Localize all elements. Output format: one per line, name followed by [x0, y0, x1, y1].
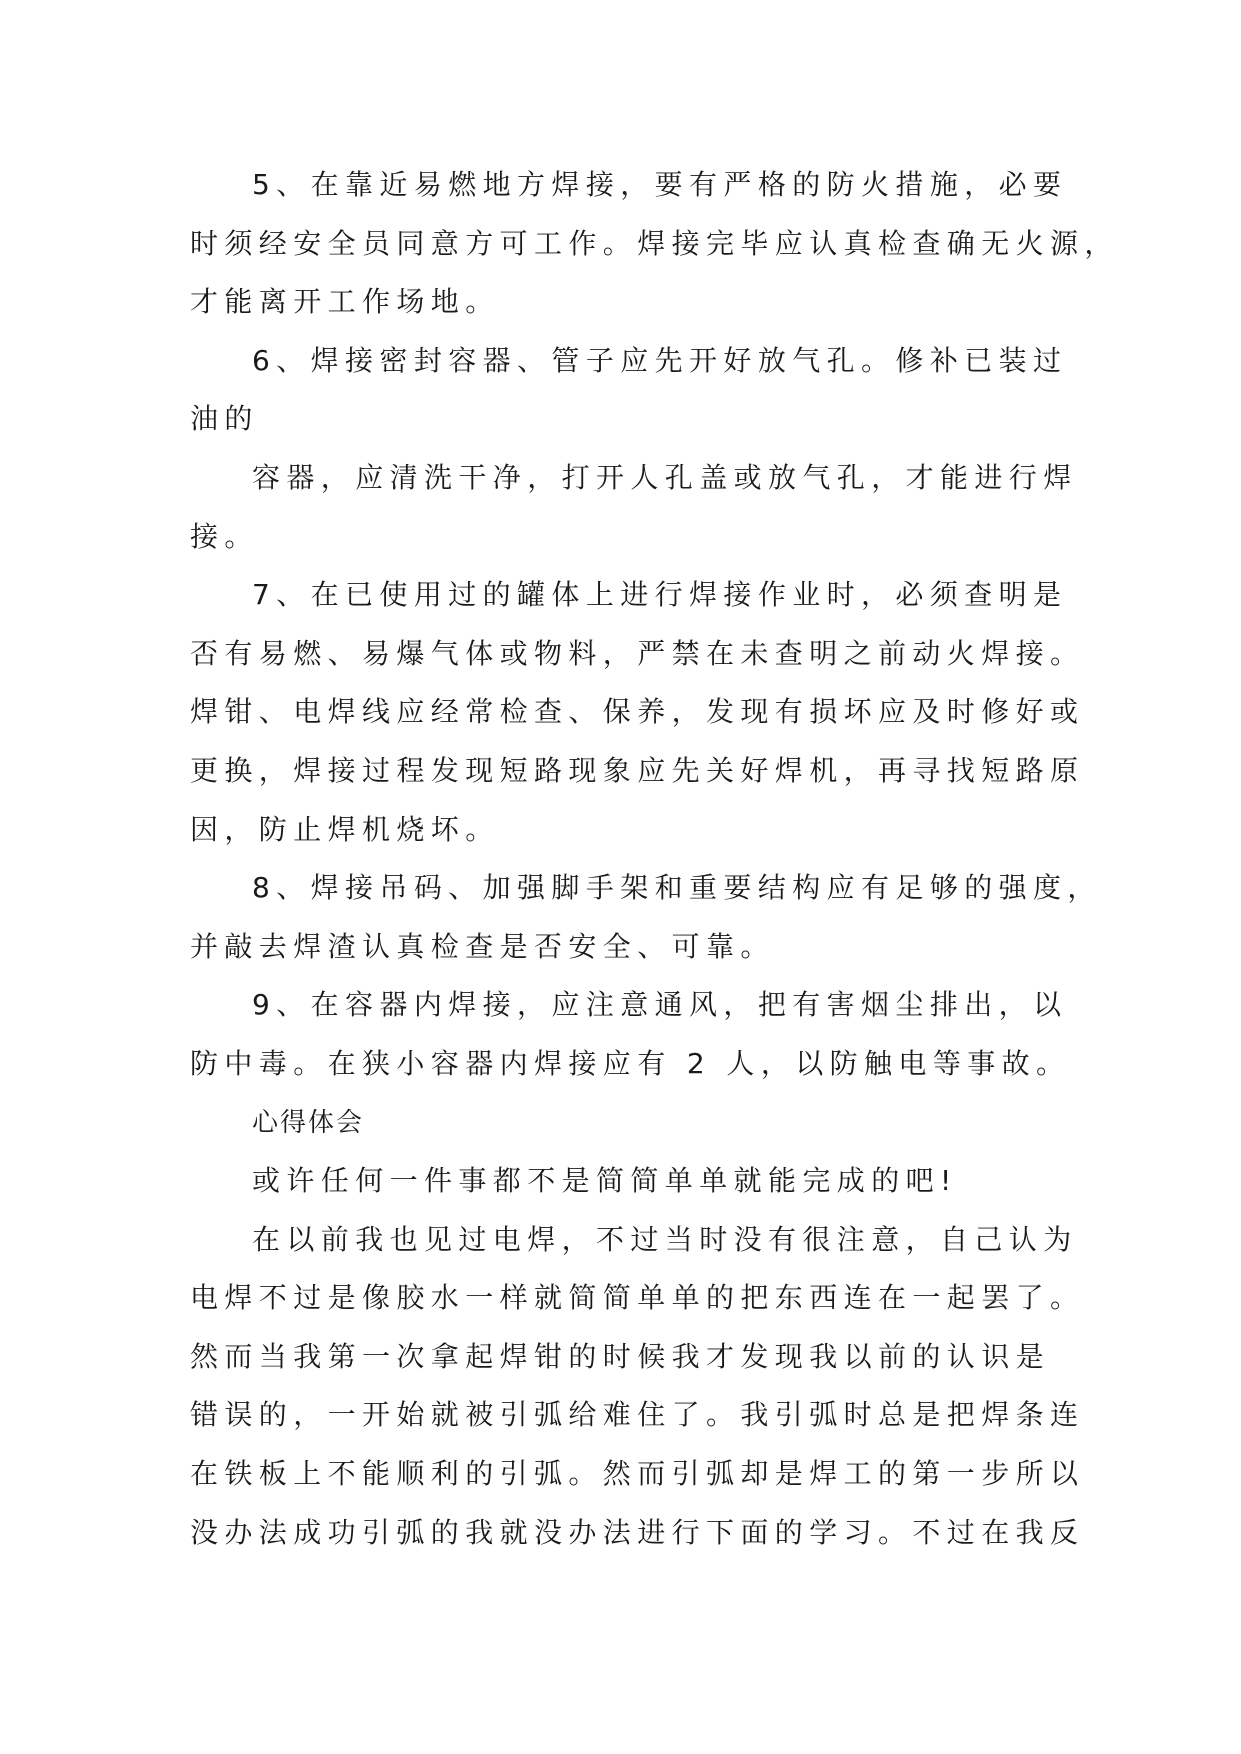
reflection-line-5: 错误的，一开始就被引弧给难住了。我引弧时总是把焊条连	[190, 1398, 1085, 1432]
item-9-line-2: 防中毒。在狭小容器内焊接应有 2 人，以防触电等事故。	[190, 1046, 1071, 1080]
reflection-line-1: 或许任何一件事都不是简简单单就能完成的吧!	[252, 1164, 958, 1198]
item-7-line-5: 因，防止焊机烧坏。	[190, 812, 500, 846]
item-5-line-2: 时须经安全员同意方可工作。焊接完毕应认真检查确无火源，	[190, 226, 1119, 260]
item-7-line-4: 更换，焊接过程发现短路现象应先关好焊机，再寻找短路原	[190, 753, 1085, 787]
reflection-line-3: 电焊不过是像胶水一样就简简单单的把东西连在一起罢了。	[190, 1281, 1085, 1315]
item-6-line-3: 容器，应清洗干净，打开人孔盖或放气孔，才能进行焊	[252, 460, 1078, 494]
reflection-line-6: 在铁板上不能顺利的引弧。然而引弧却是焊工的第一步所以	[190, 1457, 1085, 1491]
item-7-line-3: 焊钳、电焊线应经常检查、保养，发现有损坏应及时修好或	[190, 695, 1085, 729]
item-6-line-4: 接。	[190, 519, 259, 553]
reflection-line-2: 在以前我也见过电焊，不过当时没有很注意，自己认为	[252, 1222, 1078, 1256]
reflection-line-4: 然而当我第一次拿起焊钳的时候我才发现我以前的认识是	[190, 1339, 1051, 1373]
item-7-line-2: 否有易燃、易爆气体或物料，严禁在未查明之前动火焊接。	[190, 636, 1085, 670]
item-8-line-1: 8、焊接吊码、加强脚手架和重要结构应有足够的强度，	[252, 871, 1102, 905]
section-heading: 心得体会	[252, 1107, 365, 1138]
item-6-line-2: 油的	[190, 402, 259, 436]
reflection-line-7: 没办法成功引弧的我就没办法进行下面的学习。不过在我反	[190, 1515, 1085, 1549]
item-7-line-1: 7、在已使用过的罐体上进行焊接作业时，必须查明是	[252, 578, 1068, 612]
document-body	[190, 156, 1119, 1562]
item-5-line-1: 5、在靠近易燃地方焊接，要有严格的防火措施，必要	[252, 168, 1068, 201]
item-9-line-1: 9、在容器内焊接，应注意通风，把有害烟尘排出，以	[252, 988, 1068, 1022]
item-5-line-3: 才能离开工作场地。	[190, 285, 500, 319]
item-8-line-2: 并敲去焊渣认真检查是否安全、可靠。	[190, 929, 775, 963]
item-6-line-1: 6、焊接密封容器、管子应先开好放气孔。修补已装过	[252, 343, 1068, 377]
